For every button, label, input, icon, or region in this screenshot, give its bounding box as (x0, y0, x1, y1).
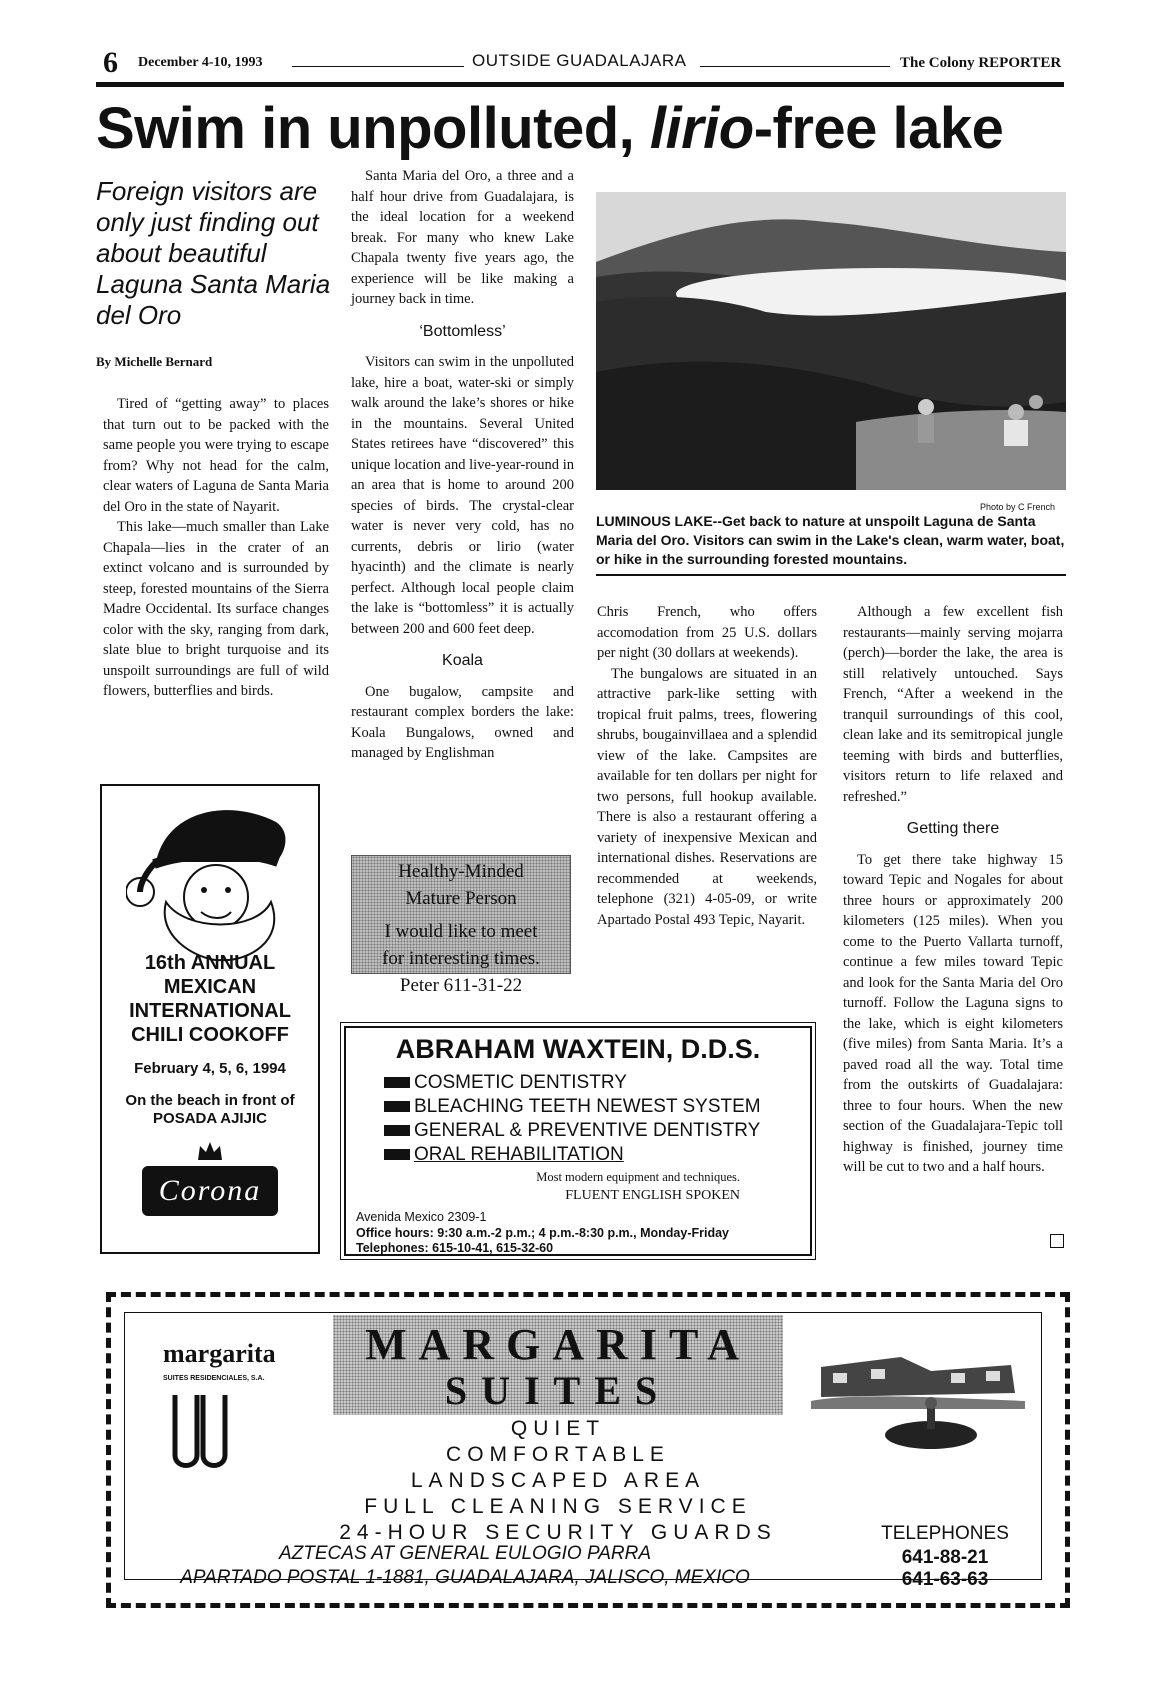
header-thick-rule (96, 82, 1064, 87)
newspaper-name: The Colony REPORTER (900, 55, 1062, 71)
paragraph: Visitors can swim in the unpolluted lake, hire a boat, water-ski or simply walk around the lake’s shores or hike in the mountains. Several United States retirees have “discovered” this unique location and live-year-round in an area that is home to around 200 species of birds. The crystal-clear water is never very cold, has no currents, debris or lirio (water hyacinth) and the climate is nearly perfect. Although local people claim the lake is “bottomless” it is actually between 200 and 600 feet deep. (351, 354, 574, 637)
personal-ad-line2: Mature Person (405, 888, 517, 909)
feature-quiet: QUIET (510, 1417, 606, 1440)
personal-ad-line1: Healthy-Minded (398, 861, 524, 882)
margarita-tel-2: 641-63-63 (901, 1569, 989, 1590)
photo-caption: LUMINOUS LAKE--Get back to nature at unspoilt Laguna de Santa Maria del Oro. Visitors can swim in the Lake's clean, warm water, boat, or hike in the surrounding forested mountains. (596, 513, 1065, 567)
paragraph: The bungalows are situated in an attractive park-like setting with tropical fruit palms, trees, flowering shrubs, bougainvillaea and a splendid view of the lake. Campsites are available for ten dollars per night for two persons, full hookup available. There is also a restaurant offering a variety of inexpensive Mexican and international dishes. Reservations are recommended at weekends, telephone (321) 4-05-09, or write Apartado Postal 493 Tepic, Nayarit. (597, 665, 817, 928)
dentist-phones: Telephones: 615-10-41, 615-32-60 (356, 1241, 554, 1255)
margarita-tel-label: TELEPHONES (881, 1523, 1009, 1544)
margarita-title-2: SUITES (444, 1368, 672, 1413)
header-rule-right (700, 66, 890, 67)
header-rule-left (292, 66, 464, 67)
feature-landscaped: LANDSCAPED AREA (410, 1469, 706, 1492)
subhead-getting-there: Getting there (906, 820, 1000, 837)
page-number: 6 (103, 46, 118, 79)
article-column-1 (103, 394, 329, 702)
bullet-square-icon (384, 1077, 410, 1088)
chili-ad-place2: POSADA AJIJIC (153, 1110, 267, 1127)
dentist-address: Avenida Mexico 2309-1 (356, 1210, 487, 1224)
santa-claus-icon (126, 792, 296, 962)
chili-ad-place1: On the beach in front of (125, 1092, 295, 1109)
section-name: OUTSIDE GUADALAJARA (472, 51, 687, 70)
paragraph: Tired of “getting away” to places that turn out to be packed with the same people you were trying to escape from? Why not head for the calm, clear waters of Laguna de Santa Maria del Oro in the state of Nayarit. (103, 396, 329, 515)
dentist-hours: Office hours: 9:30 a.m.-2 p.m.; 4 p.m.-8:30 p.m., Monday-Friday (356, 1226, 729, 1240)
corona-logo: Corona (142, 1166, 278, 1216)
dentist-equipment: Most modern equipment and techniques. (536, 1170, 740, 1184)
margarita-logo-sub: SUITES RESIDENCIALES, S.A. (163, 1375, 265, 1382)
chili-ad-line2: MEXICAN (163, 976, 257, 998)
bullet-square-icon (384, 1101, 410, 1112)
margarita-title-1: MARGARITA (365, 1320, 751, 1369)
margarita-address-1: AZTECAS AT GENERAL EULOGIO PARRA (279, 1543, 651, 1564)
paragraph: Santa Maria del Oro, a three and a half hour drive from Guadalajara, is the ideal location for a weekend break. For many who knew Lake Chapala twenty five years ago, the experience will be like making a journey back in time. (351, 168, 574, 307)
feature-cleaning: FULL CLEANING SERVICE (364, 1495, 752, 1518)
dentist-service: COSMETIC DENTISTRY (384, 1072, 627, 1094)
personal-ad-line3: I would like to meet (384, 921, 538, 942)
byline: By Michelle Bernard (96, 354, 213, 369)
dentist-service: ORAL REHABILITATION (384, 1144, 624, 1166)
personal-ad (351, 855, 571, 996)
bullet-square-icon (384, 1125, 410, 1136)
subhead-bottomless: ‘Bottomless’ (419, 322, 506, 340)
chili-ad-dates: February 4, 5, 6, 1994 (134, 1060, 286, 1077)
feature-security: 24-HOUR SECURITY GUARDS (339, 1521, 777, 1544)
margarita-ad (124, 1312, 1042, 1590)
paragraph: This lake—much smaller than Lake Chapala—lies in the crater of an extinct volcano and is surrounded by steep, forested mountains of the Sierra Madre Occidental. Its surface changes color with the sky, ranging from dark, slate blue to bright turquoise and its unspoilt surroundings are full of wild flowers, butterflies and birds. (103, 519, 329, 699)
chili-ad-line4: CHILI COOKOFF (131, 1024, 289, 1046)
lake-photo (596, 192, 1066, 490)
headline: Swim in unpolluted, lirio-free lake (96, 96, 1004, 161)
dentist-ad (344, 1026, 812, 1256)
margarita-glass-logo-icon (169, 1393, 229, 1473)
building-photo (811, 1327, 1025, 1457)
personal-ad-line4: for interesting times. (382, 948, 540, 969)
chili-cookoff-ad (100, 784, 320, 1254)
caption-rule (596, 574, 1066, 576)
photo-credit: Photo by C French (980, 502, 1056, 512)
chili-ad-line1: 16th ANNUAL (144, 952, 276, 974)
paragraph: To get there take highway 15 toward Tepic and Nogales for about three hours or approximately 200 kilometers (125 miles). When you come to the Puerto Vallarta turnoff, continue a few miles toward Tepic and look for the Santa Maria del Oro turnoff. Follow the Laguna signs to the lake, which is eight kilometers (five miles) from Santa Maria. It’s a paved road all the way. Total time from the outskirts of Guadalajara: three to four hours. When the new section of the Guadalajara-Tepic toll highway is finished, journey time will be cut to two and a half hours. (843, 851, 1063, 1175)
article-column-2 (351, 166, 574, 764)
dentist-name: ABRAHAM WAXTEIN, D.D.S. (395, 1034, 761, 1064)
margarita-tel-1: 641-88-21 (901, 1547, 989, 1568)
personal-ad-line5: Peter 611-31-22 (399, 975, 523, 996)
margarita-address-2: APARTADO POSTAL 1-1881, GUADALAJARA, JALISCO, MEXICO (180, 1567, 750, 1588)
chili-ad-line3: INTERNATIONAL (129, 1000, 291, 1022)
lake-photo-image (596, 192, 1066, 490)
paragraph: Chris French, who offers accomodation from 25 U.S. dollars per night (30 dollars at weekends). (597, 604, 817, 661)
deck: Foreign visitors are only just finding out about beautiful Laguna Santa Maria del Oro (96, 176, 331, 330)
end-mark-icon (1050, 1234, 1064, 1248)
feature-comfortable: COMFORTABLE (446, 1443, 670, 1466)
article-column-3 (597, 602, 817, 930)
dentist-service: BLEACHING TEETH NEWEST SYSTEM (384, 1096, 761, 1118)
paragraph: One bugalow, campsite and restaurant complex borders the lake: Koala Bungalows, owned and managed by Englishman (351, 683, 574, 761)
crown-icon (196, 1140, 224, 1162)
margarita-logo: margarita (163, 1339, 276, 1368)
article-column-4 (843, 602, 1063, 1178)
subhead-koala: Koala (442, 652, 483, 669)
paragraph: Although a few excellent fish restaurants—mainly serving mojarra (perch)—border the lake, the area is still relatively untouched. Says French, “After a weekend in the tranquil surroundings of this cool, clean lake and its semitropical jungle teeming with birds and butterflies, visitors return to life relaxed and refreshed.” (843, 604, 1063, 805)
issue-date: December 4-10, 1993 (138, 55, 263, 70)
bullet-square-icon (384, 1149, 410, 1160)
dentist-english: FLUENT ENGLISH SPOKEN (565, 1188, 740, 1203)
dentist-service: GENERAL & PREVENTIVE DENTISTRY (384, 1120, 760, 1142)
